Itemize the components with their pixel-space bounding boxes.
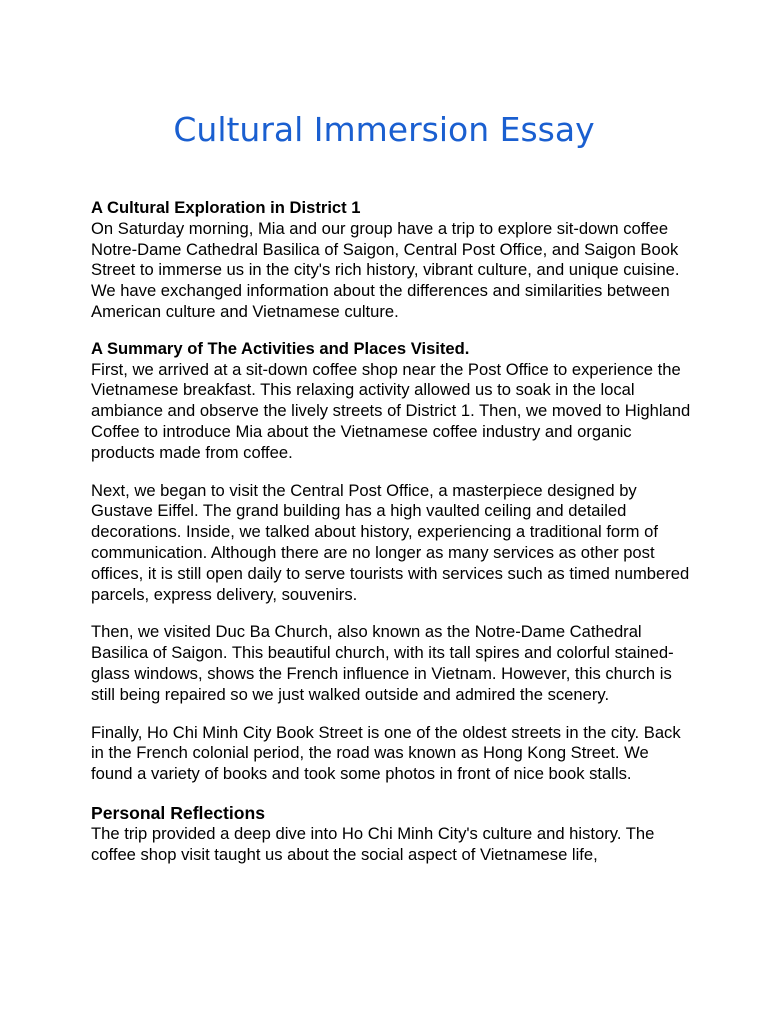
- document-title: Cultural Immersion Essay: [173, 110, 595, 149]
- section-heading-cultural-exploration: A Cultural Exploration in District 1: [91, 198, 361, 217]
- section-heading-personal-reflections: Personal Reflections: [91, 802, 266, 823]
- section-heading-activities-summary: A Summary of The Activities and Places Visited.: [91, 338, 470, 358]
- document-body: [91, 198, 691, 866]
- paragraph-duc-ba-church: Then, we visited Duc Ba Church, also known as the Notre-Dame Cathedral Basilica of Saigon. This beautiful church, with its tall spires and colorful stained-glass windows, shows the French influence in Vietnam. However, this church is still being repaired so we just walked outside and admired the scenery.: [91, 622, 674, 704]
- paragraph-book-street: Finally, Ho Chi Minh City Book Street is one of the oldest streets in the city. Back in the French colonial period, the road was known as Hong Kong Street. We found a variety of books and took some photos in front of nice book stalls.: [91, 722, 681, 784]
- paragraph-coffee-shop: First, we arrived at a sit-down coffee shop near the Post Office to experience the Vietnamese breakfast. This relaxing activity allowed us to soak in the local ambiance and observe the lively streets of District 1. Then, we moved to Highland Coffee to introduce Mia about the Vietnamese coffee industry and organic products made from coffee.: [91, 359, 691, 462]
- paragraph-post-office: Next, we began to visit the Central Post Office, a masterpiece designed by Gustave Eiffel. The grand building has a high vaulted ceiling and detailed decorations. Inside, we talked about history, experiencing a traditional form of communication. Although there are no longer as many services as other post offices, it is still open daily to serve tourists with services such as timed numbered parcels, express delivery, souvenirs.: [91, 480, 690, 604]
- paragraph-reflections: The trip provided a deep dive into Ho Chi Minh City's culture and history. The coffee shop visit taught us about the social aspect of Vietnamese life,: [91, 823, 655, 864]
- paragraph-intro: On Saturday morning, Mia and our group have a trip to explore sit-down coffee Notre-Dame Cathedral Basilica of Saigon, Central Post Office, and Saigon Book Street to immerse us in the city's rich history, vibrant culture, and unique cuisine. We have exchanged information about the differences and similarities between American culture and Vietnamese culture.: [91, 218, 680, 321]
